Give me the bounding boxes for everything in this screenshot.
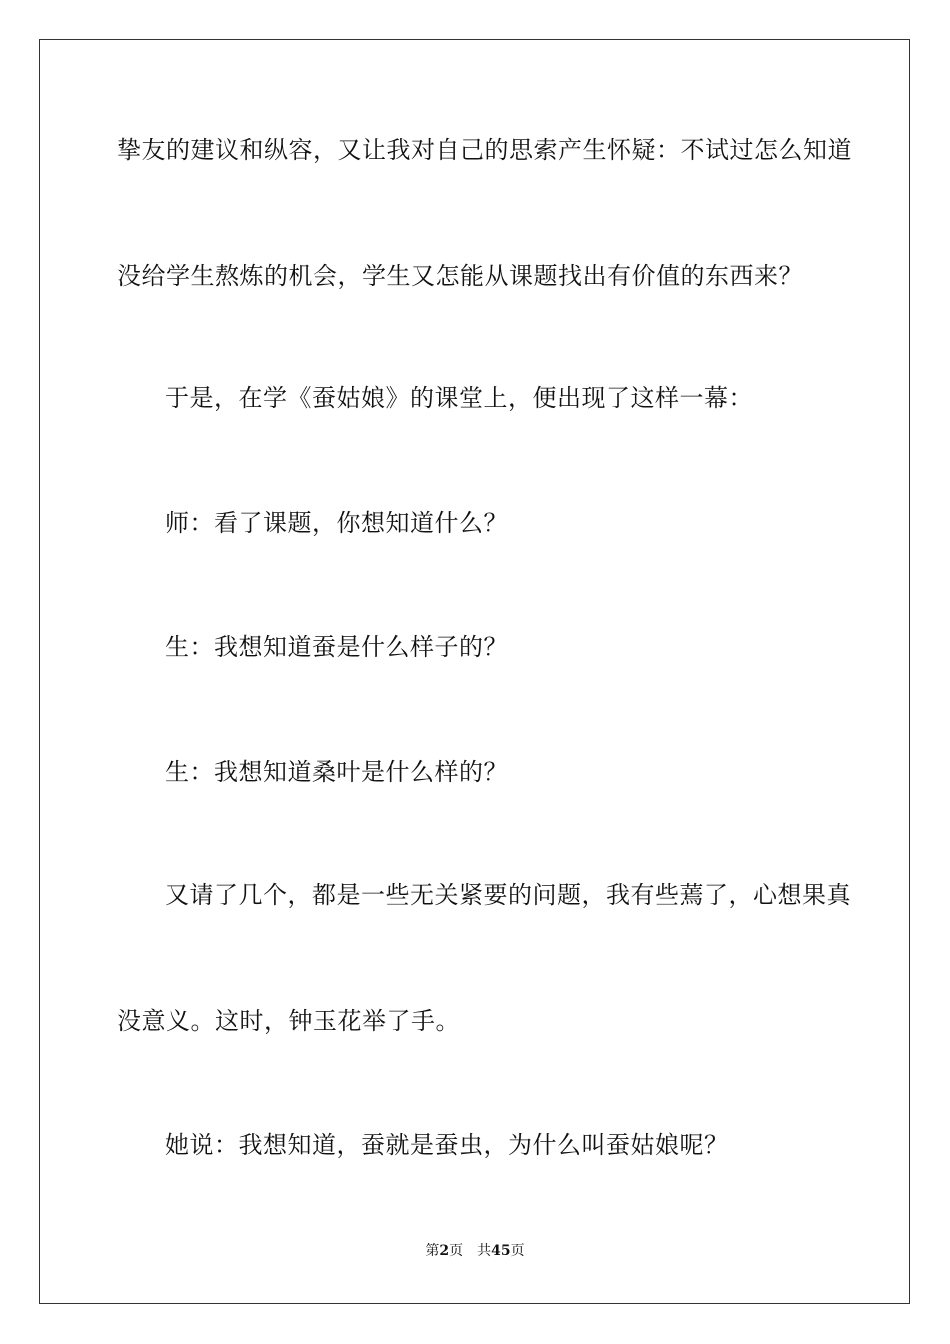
footer-page-number: 2 <box>439 1243 450 1259</box>
text-line-1: 挚友的建议和纵容，又让我对自己的思索产生怀疑：不试过怎么知道 <box>117 136 852 164</box>
footer-total-suffix: 页 <box>510 1243 525 1259</box>
text-line-5: 生：我想知道蚕是什么样子的？ <box>165 633 508 661</box>
page-border <box>39 39 910 1304</box>
text-line-2: 没给学生熬炼的机会，学生又怎能从课题找出有价值的东西来？ <box>117 262 803 290</box>
page-footer <box>0 1242 950 1260</box>
text-line-4: 师：看了课题，你想知道什么？ <box>165 509 508 537</box>
text-line-6: 生：我想知道桑叶是什么样的？ <box>165 758 508 786</box>
text-line-3: 于是，在学《蚕姑娘》的课堂上，便出现了这样一幕： <box>165 384 753 412</box>
footer-total-prefix: 共 <box>477 1243 492 1259</box>
text-line-8: 没意义。这时，钟玉花举了手。 <box>117 1007 460 1035</box>
footer-page-suffix: 页 <box>449 1243 464 1259</box>
footer-total-pages: 45 <box>491 1243 511 1259</box>
text-line-9: 她说：我想知道，蚕就是蚕虫，为什么叫蚕姑娘呢？ <box>165 1131 729 1159</box>
text-line-7: 又请了几个，都是一些无关紧要的问题，我有些蔫了，心想果真 <box>165 881 851 909</box>
footer-page-prefix: 第 <box>425 1243 440 1259</box>
